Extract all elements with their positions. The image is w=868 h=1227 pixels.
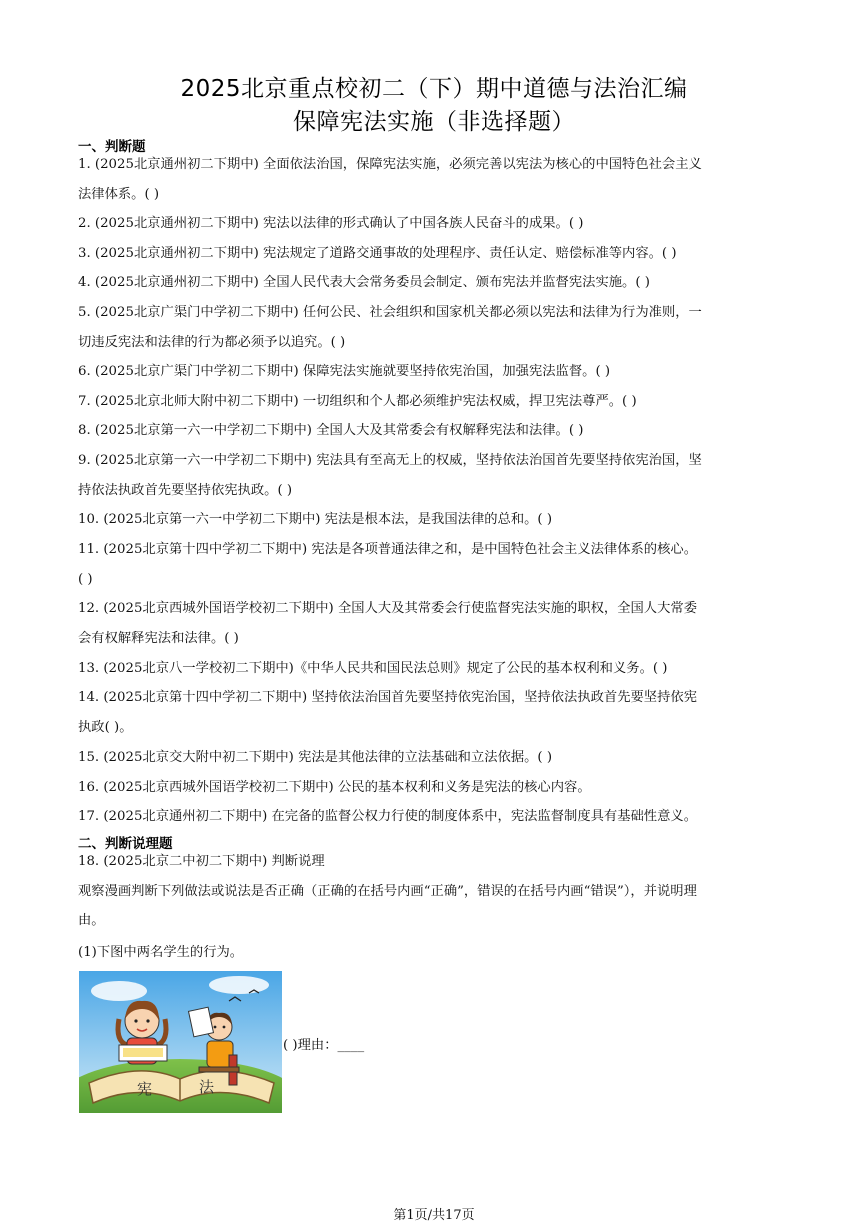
question-18-instruction-cont: 由。 [78, 913, 105, 928]
question-18-heading: 18. (2025北京二中初二下期中) 判断说理 [78, 854, 325, 869]
page-title: 2025北京重点校初二（下）期中道德与法治汇编 [180, 76, 688, 102]
question-14-text: 14. (2025北京第十四中学初二下期中) 坚持依法治国首先要坚持依宪治国，坚持依法执政首先要坚持依宪 [78, 690, 697, 705]
question-9-text: 9. (2025北京第一六一中学初二下期中) 宪法具有至高无上的权威，坚持依法治国首先要坚持依宪治国，坚 [78, 453, 702, 468]
question-16-text: 16. (2025北京西城外国语学校初二下期中) 公民的基本权利和义务是宪法的核心内容。 [78, 780, 591, 795]
question-11-text-cont: ( ) [78, 571, 93, 587]
question-6-text: 6. (2025北京广渠门中学初二下期中) 保障宪法实施就要坚持依宪治国，加强宪法监督。( ) [78, 364, 611, 379]
question-9-text-cont: 持依法执政首先要坚持依宪执政。( ) [78, 482, 293, 498]
comic-text-fa: 法 [199, 1078, 215, 1096]
question-3-text: 3. (2025北京通州初二下期中) 宪法规定了道路交通事故的处理程序、责任认定、赔偿标准等内容。( ) [78, 246, 677, 261]
question-2-text: 2. (2025北京通州初二下期中) 宪法以法律的形式确认了中国各族人民奋斗的成果。( ) [78, 216, 584, 231]
question-12-text: 12. (2025北京西城外国语学校初二下期中) 全国人大及其常委会行使监督宪法实施的职权，全国人大常委 [78, 601, 697, 616]
comic-text-xian: 宪 [137, 1080, 153, 1098]
question-1-text: 1. (2025北京通州初二下期中) 全面依法治国，保障宪法实施，必须完善以宪法为核心的中国特色社会主义 [78, 157, 702, 172]
question-11-text: 11. (2025北京第十四中学初二下期中) 宪法是各项普通法律之和，是中国特色社会主义法律体系的核心。 [78, 542, 697, 557]
question-5-text: 5. (2025北京广渠门中学初二下期中) 任何公民、社会组织和国家机关都必须以宪法和法律为行为准则，一 [78, 305, 702, 320]
question-7-text: 7. (2025北京北师大附中初二下期中) 一切组织和个人都必须维护宪法权威，捍卫宪法尊严。( ) [78, 394, 637, 409]
section-heading-judgement-reasoning: 二、判断说理题 [78, 836, 173, 852]
question-8-text: 8. (2025北京第一六一中学初二下期中) 全国人大及其常委会有权解释宪法和法律。( ) [78, 423, 584, 438]
comic-illustration [79, 971, 282, 1113]
question-18-answer-blank: ( )理由：____ [283, 1038, 365, 1053]
question-18-subquestion-1: (1)下图中两名学生的行为。 [78, 945, 244, 960]
question-12-text-cont: 会有权解释宪法和法律。( ) [78, 630, 239, 646]
question-17-text: 17. (2025北京通州初二下期中) 在完备的监督公权力行使的制度体系中，宪法监督制度具有基础性意义。 [78, 809, 697, 824]
question-18-instruction: 观察漫画判断下列做法或说法是否正确（正确的在括号内画“正确”，错误的在括号内画“错误”），并说明理 [78, 884, 697, 899]
question-5-text-cont: 切违反宪法和法律的行为都必须予以追究。( ) [78, 334, 346, 350]
question-13-text: 13. (2025北京八一学校初二下期中)《中华人民共和国民法总则》规定了公民的基本权利和义务。( ) [78, 661, 668, 676]
question-10-text: 10. (2025北京第一六一中学初二下期中) 宪法是根本法，是我国法律的总和。( ) [78, 512, 553, 527]
question-1-text-cont: 法律体系。( ) [78, 186, 160, 202]
question-15-text: 15. (2025北京交大附中初二下期中) 宪法是其他法律的立法基础和立法依据。( ) [78, 750, 553, 765]
section-heading-judgement: 一、判断题 [78, 139, 146, 155]
page-subtitle: 保障宪法实施（非选择题） [293, 109, 575, 135]
question-4-text: 4. (2025北京通州初二下期中) 全国人民代表大会常务委员会制定、颁布宪法并监督宪法实施。( ) [78, 275, 650, 290]
page-number: 第1页/共17页 [393, 1208, 475, 1223]
question-14-text-cont: 执政( )。 [78, 719, 133, 735]
